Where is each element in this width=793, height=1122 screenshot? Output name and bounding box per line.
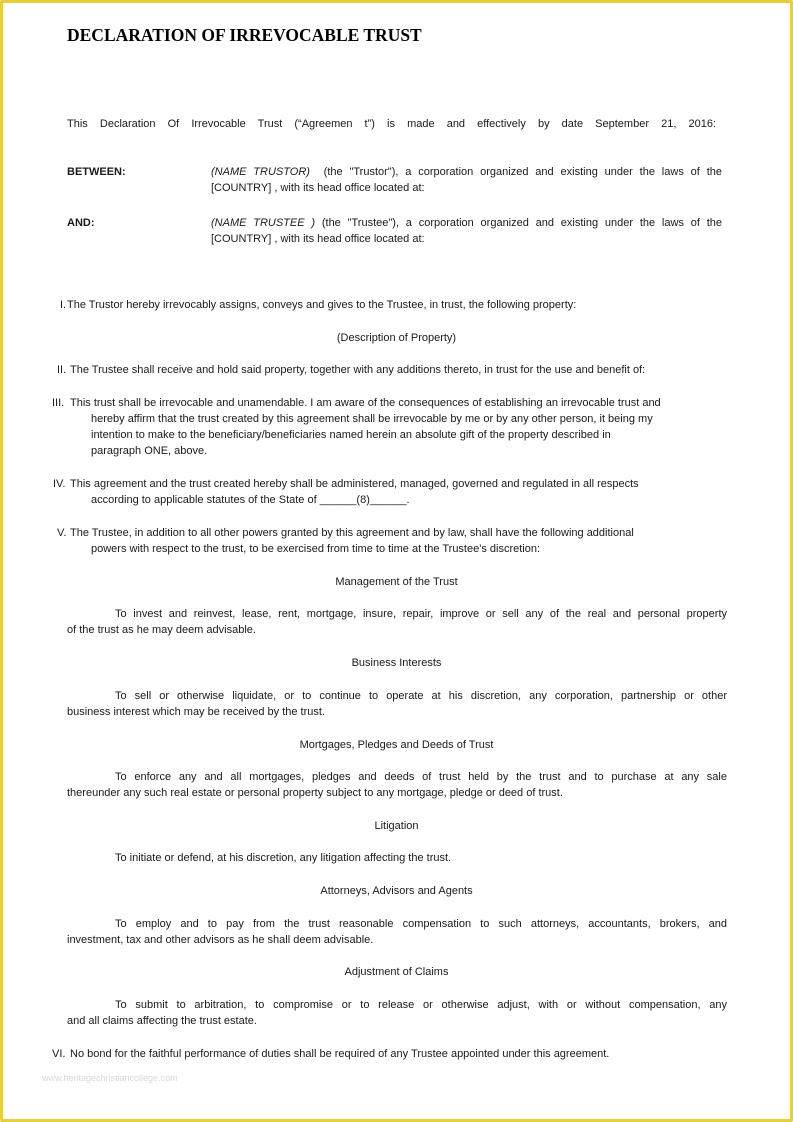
clause-5-numeral: V.: [57, 527, 67, 539]
clause-4-text: [70, 476, 723, 508]
power-text-line: business interest which may be received by the trust.: [67, 706, 326, 718]
trustor-description: (the "Trustor"), a corporation organized and existing under the laws of the: [309, 166, 722, 178]
clause-5-text: [70, 525, 723, 557]
power-heading-attorneys: Attorneys, Advisors and Agents: [320, 885, 473, 897]
clause-3-line-4: paragraph ONE, above.: [91, 445, 208, 457]
power-text-attorneys: [67, 916, 727, 948]
between-party: [211, 164, 722, 196]
clause-3-numeral: III.: [52, 397, 65, 409]
power-text-mortgages: [67, 769, 727, 801]
clause-5-line-2: powers with respect to the trust, to be exercised from time to time at the Trustee's discretion:: [91, 543, 541, 555]
power-text-line: To employ and to pay from the trust reasonable compensation to such attorneys, accountants, brokers, and: [115, 918, 727, 930]
power-text-line: of the trust as he may deem advisable.: [67, 624, 256, 636]
and-label: AND:: [67, 217, 95, 229]
power-heading-business: Business Interests: [351, 657, 442, 669]
power-text-line: To initiate or defend, at his discretion, any litigation affecting the trust.: [115, 852, 452, 864]
clause-2-numeral: II.: [57, 364, 67, 376]
between-label: BETWEEN:: [67, 166, 126, 178]
power-text-line: To submit to arbitration, to compromise or to release or otherwise adjust, with or without compensation, any: [115, 999, 727, 1011]
clause-6-text: No bond for the faithful performance of duties shall be required of any Trustee appointed under this agreement.: [70, 1048, 610, 1060]
and-party: [211, 215, 722, 247]
power-heading-mortgages: Mortgages, Pledges and Deeds of Trust: [299, 739, 494, 751]
trustee-description: (the "Trustee"), a corporation organized and existing under the laws of the: [315, 217, 722, 229]
clause-5-line-1: The Trustee, in addition to all other powers granted by this agreement and by law, shall have the following additional: [70, 527, 634, 539]
clause-3-line-3: intention to make to the beneficiary/beneficiaries named herein an absolute gift of the property described in: [91, 429, 611, 441]
power-text-litigation: [67, 850, 727, 866]
trustor-name: (NAME TRUSTOR): [211, 166, 310, 178]
clause-2-text: The Trustee shall receive and hold said property, together with any additions thereto, in trust for the use and benefit of:: [70, 364, 646, 376]
clause-6-numeral: VI.: [52, 1048, 66, 1060]
power-text-line: To enforce any and all mortgages, pledges and deeds of trust held by the trust and to purchase at any sale: [115, 771, 727, 783]
power-text-management: [67, 606, 727, 638]
clause-4-line-2: according to applicable statutes of the State of ______(8)______.: [91, 494, 410, 506]
trustor-location: [COUNTRY] , with its head office located at:: [211, 182, 425, 194]
power-heading-claims: Adjustment of Claims: [344, 966, 449, 978]
power-text-business: [67, 688, 727, 720]
clause-4-line-1: This agreement and the trust created hereby shall be administered, managed, governed and regulated in all respects: [70, 478, 639, 490]
power-text-line: thereunder any such real estate or personal property subject to any mortgage, pledge or deed of trust.: [67, 787, 563, 799]
clause-3-line-1: This trust shall be irrevocable and unamendable. I am aware of the consequences of establishing an irrevocable trust and: [70, 397, 661, 409]
clause-3-text: [70, 395, 723, 459]
clause-3-line-2: hereby affirm that the trust created by this agreement shall be irrevocable by me or by any other person, it being my: [91, 413, 653, 425]
power-text-line: investment, tax and other advisors as he shall deem advisable.: [67, 934, 374, 946]
trustee-name: (NAME TRUSTEE ): [211, 217, 316, 229]
power-heading-litigation: Litigation: [374, 820, 419, 832]
clause-1-text: The Trustor hereby irrevocably assigns, conveys and gives to the Trustee, in trust, the following property:: [67, 299, 577, 311]
power-text-line: and all claims affecting the trust estate.: [67, 1015, 257, 1027]
power-text-claims: [67, 997, 727, 1029]
trustee-location: [COUNTRY] , with its head office located at:: [211, 233, 425, 245]
power-text-line: To invest and reinvest, lease, rent, mortgage, insure, repair, improve or sell any of the real and personal property: [115, 608, 727, 620]
power-text-line: To sell or otherwise liquidate, or to continue to operate at his discretion, any corporation, partnership or other: [115, 690, 727, 702]
clause-4-numeral: IV.: [53, 478, 66, 490]
intro-paragraph: This Declaration Of Irrevocable Trust (“Agreemen t”) is made and effectively by date September 21, 2016:: [67, 118, 716, 130]
power-heading-management: Management of the Trust: [335, 576, 458, 588]
property-description: (Description of Property): [336, 332, 457, 344]
clause-1-numeral: I.: [60, 299, 67, 311]
watermark: www.heritagechristiancollege.com: [42, 1073, 178, 1083]
document-title: DECLARATION OF IRREVOCABLE TRUST: [67, 25, 422, 45]
